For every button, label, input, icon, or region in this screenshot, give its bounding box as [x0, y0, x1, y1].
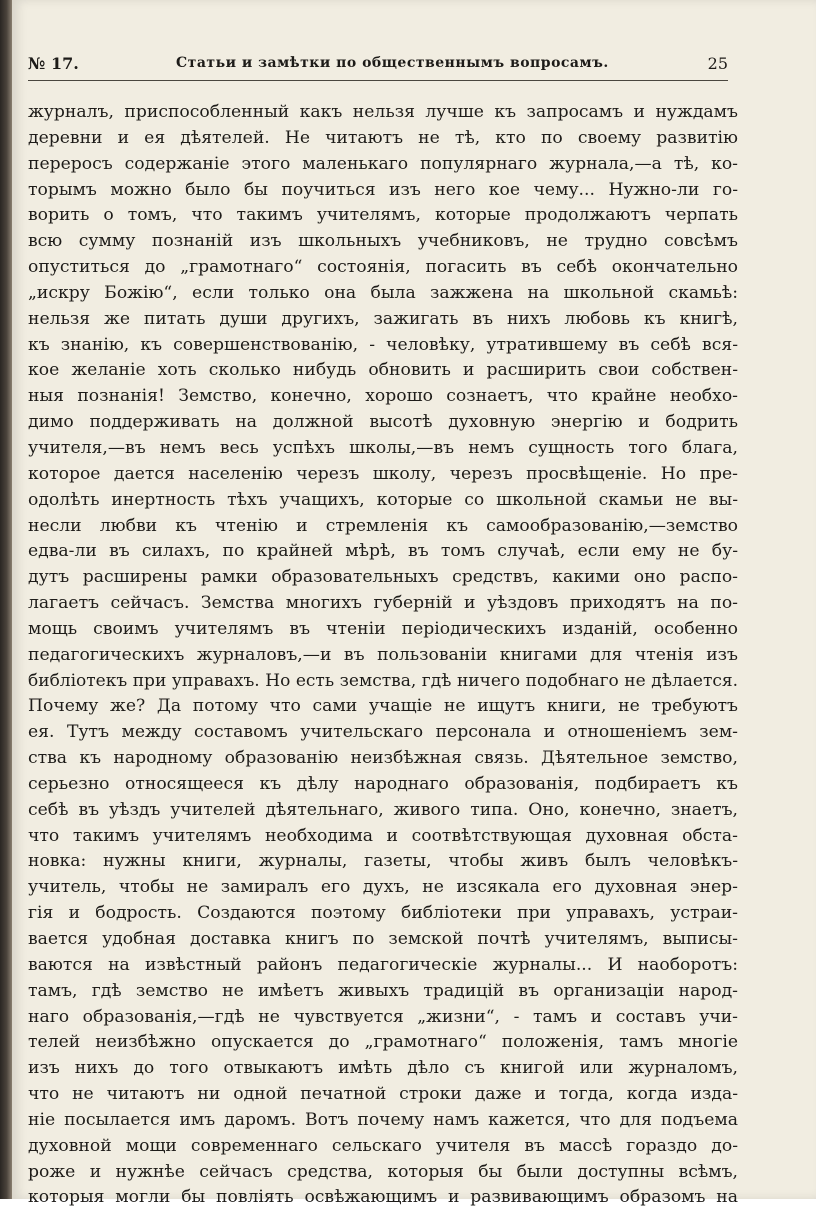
text-line: педагогическихъ журналовъ,—и въ пользованіи книгами для чтенія изъ — [28, 644, 738, 665]
text-line: несли любви къ чтенію и стремленія къ самообразованію,—земство — [28, 515, 738, 536]
text-line: Почему же? Да потому что сами учащіе не ищутъ книги, не требуютъ — [28, 696, 738, 717]
text-line: всю сумму познаній изъ школьныхъ учебниковъ, не трудно совсѣмъ — [28, 231, 738, 252]
text-line: дутъ расширены рамки образовательныхъ средствъ, какими оно распо- — [28, 567, 738, 588]
text-line: опуститься до „грамотнаго“ состоянія, погасить въ себѣ окончательно — [28, 257, 738, 278]
text-line: переросъ содержаніе этого маленькаго популярнаго журнала,—а тѣ, ко- — [28, 153, 738, 174]
text-line: къ знанію, къ совершенствованію, - человѣку, утратившему въ себѣ вся- — [28, 334, 738, 355]
text-line: что не читаютъ ни одной печатной строки даже и тогда, когда изда- — [28, 1084, 738, 1105]
text-line: себѣ въ уѣздъ учителей дѣятельнаго, живого типа. Оно, конечно, знаетъ, — [28, 799, 738, 820]
text-line: вается удобная доставка книгъ по земской почтѣ учителямъ, выписы- — [28, 929, 738, 949]
issue-number: № 17. — [28, 54, 79, 73]
page-number: 25 — [707, 54, 728, 73]
text-line: одолѣть инертность тѣхъ учащихъ, которые со школьной скамьи не вы- — [28, 489, 738, 510]
text-line: лагаетъ сейчасъ. Земства многихъ губерній и уѣздовъ приходятъ на по- — [28, 593, 738, 614]
running-header — [28, 52, 728, 81]
text-line: ваются на извѣстный районъ педагогическіе журналы... И наоборотъ: — [28, 954, 738, 975]
book-spine-shadow — [0, 0, 12, 1199]
text-line: изъ нихъ до того отвыкаютъ имѣть дѣло съ книгой или журналомъ, — [28, 1058, 738, 1079]
text-line: нельзя же питать души другихъ, зажигать въ нихъ любовь къ книгѣ, — [28, 308, 738, 329]
text-line: мощь своимъ учителямъ въ чтеніи періодическихъ изданій, особенно — [28, 618, 738, 639]
text-line: наго образованія,—гдѣ не чувствуется „жизни“, - тамъ и составъ учи- — [28, 1006, 738, 1027]
book-page — [12, 0, 816, 1208]
article-body — [28, 100, 738, 1211]
text-line: тамъ, гдѣ земство не имѣетъ живыхъ традицій въ организаціи народ- — [28, 980, 738, 1001]
text-line: серьезно относящееся къ дѣлу народнаго образованія, подбираетъ къ — [28, 773, 738, 794]
section-title: Статьи и замѣтки по общественнымъ вопросамъ. — [176, 55, 609, 71]
text-line: гія и бодрость. Создаются поэтому библіотеки при управахъ, устраи- — [28, 903, 738, 924]
text-line: ея. Тутъ между составомъ учительскаго персонала и отношеніемъ зем- — [28, 722, 738, 743]
text-line: которыя могли бы повліять освѣжающимъ и развивающимъ образомъ на — [28, 1187, 738, 1208]
text-line: кое желаніе хоть сколько нибудь обновить и расширить свои собствен- — [28, 360, 738, 381]
text-line: новка: нужны книги, журналы, газеты, чтобы живъ былъ человѣкъ- — [28, 851, 738, 872]
text-line: учитель, чтобы не замиралъ его духъ, не изсякала его духовная энер- — [28, 877, 738, 898]
text-line: которое дается населенію черезъ школу, черезъ просвѣщеніе. Но пре- — [28, 463, 738, 484]
text-line: что такимъ учителямъ необходима и соотвѣтствующая духовная обста- — [28, 825, 738, 846]
text-line: духовной мощи современнаго сельскаго учителя въ массѣ гораздо до- — [28, 1135, 738, 1156]
text-line: торымъ можно было бы поучиться изъ него кое чему... Нужно-ли го- — [28, 179, 738, 200]
text-line: библіотекъ при управахъ. Но есть земства, гдѣ ничего подобнаго не дѣлается. — [28, 670, 738, 691]
text-line: „искру Божію“, если только она была зажжена на школьной скамьѣ: — [28, 282, 738, 303]
text-line: едва-ли въ силахъ, по крайней мѣрѣ, въ томъ случаѣ, если ему не бу- — [28, 541, 738, 562]
text-line: журналъ, приспособленный какъ нельзя лучше къ запросамъ и нуждамъ — [28, 102, 738, 122]
text-line: димо поддерживать на должной высотѣ духовную энергію и бодрить — [28, 412, 738, 433]
text-line: деревни и ея дѣятелей. Не читаютъ не тѣ, кто по своему развитію — [28, 127, 738, 148]
text-line: телей неизбѣжно опускается до „грамотнаго“ положенія, тамъ многіе — [28, 1032, 738, 1053]
text-line: ворить о томъ, что такимъ учителямъ, которые продолжаютъ черпать — [28, 205, 738, 226]
text-line: ства къ народному образованію неизбѣжная связь. Дѣятельное земство, — [28, 748, 738, 769]
text-line: учителя,—въ немъ весь успѣхъ школы,—въ немъ сущность того блага, — [28, 437, 738, 458]
text-line: ніе посылается имъ даромъ. Вотъ почему намъ кажется, что для подъема — [28, 1109, 738, 1130]
text-line: роже и нужнѣе сейчасъ средства, которыя бы были доступны всѣмъ, — [28, 1161, 738, 1182]
text-line: ныя познанія! Земство, конечно, хорошо сознаетъ, что крайне необхо- — [28, 386, 738, 407]
